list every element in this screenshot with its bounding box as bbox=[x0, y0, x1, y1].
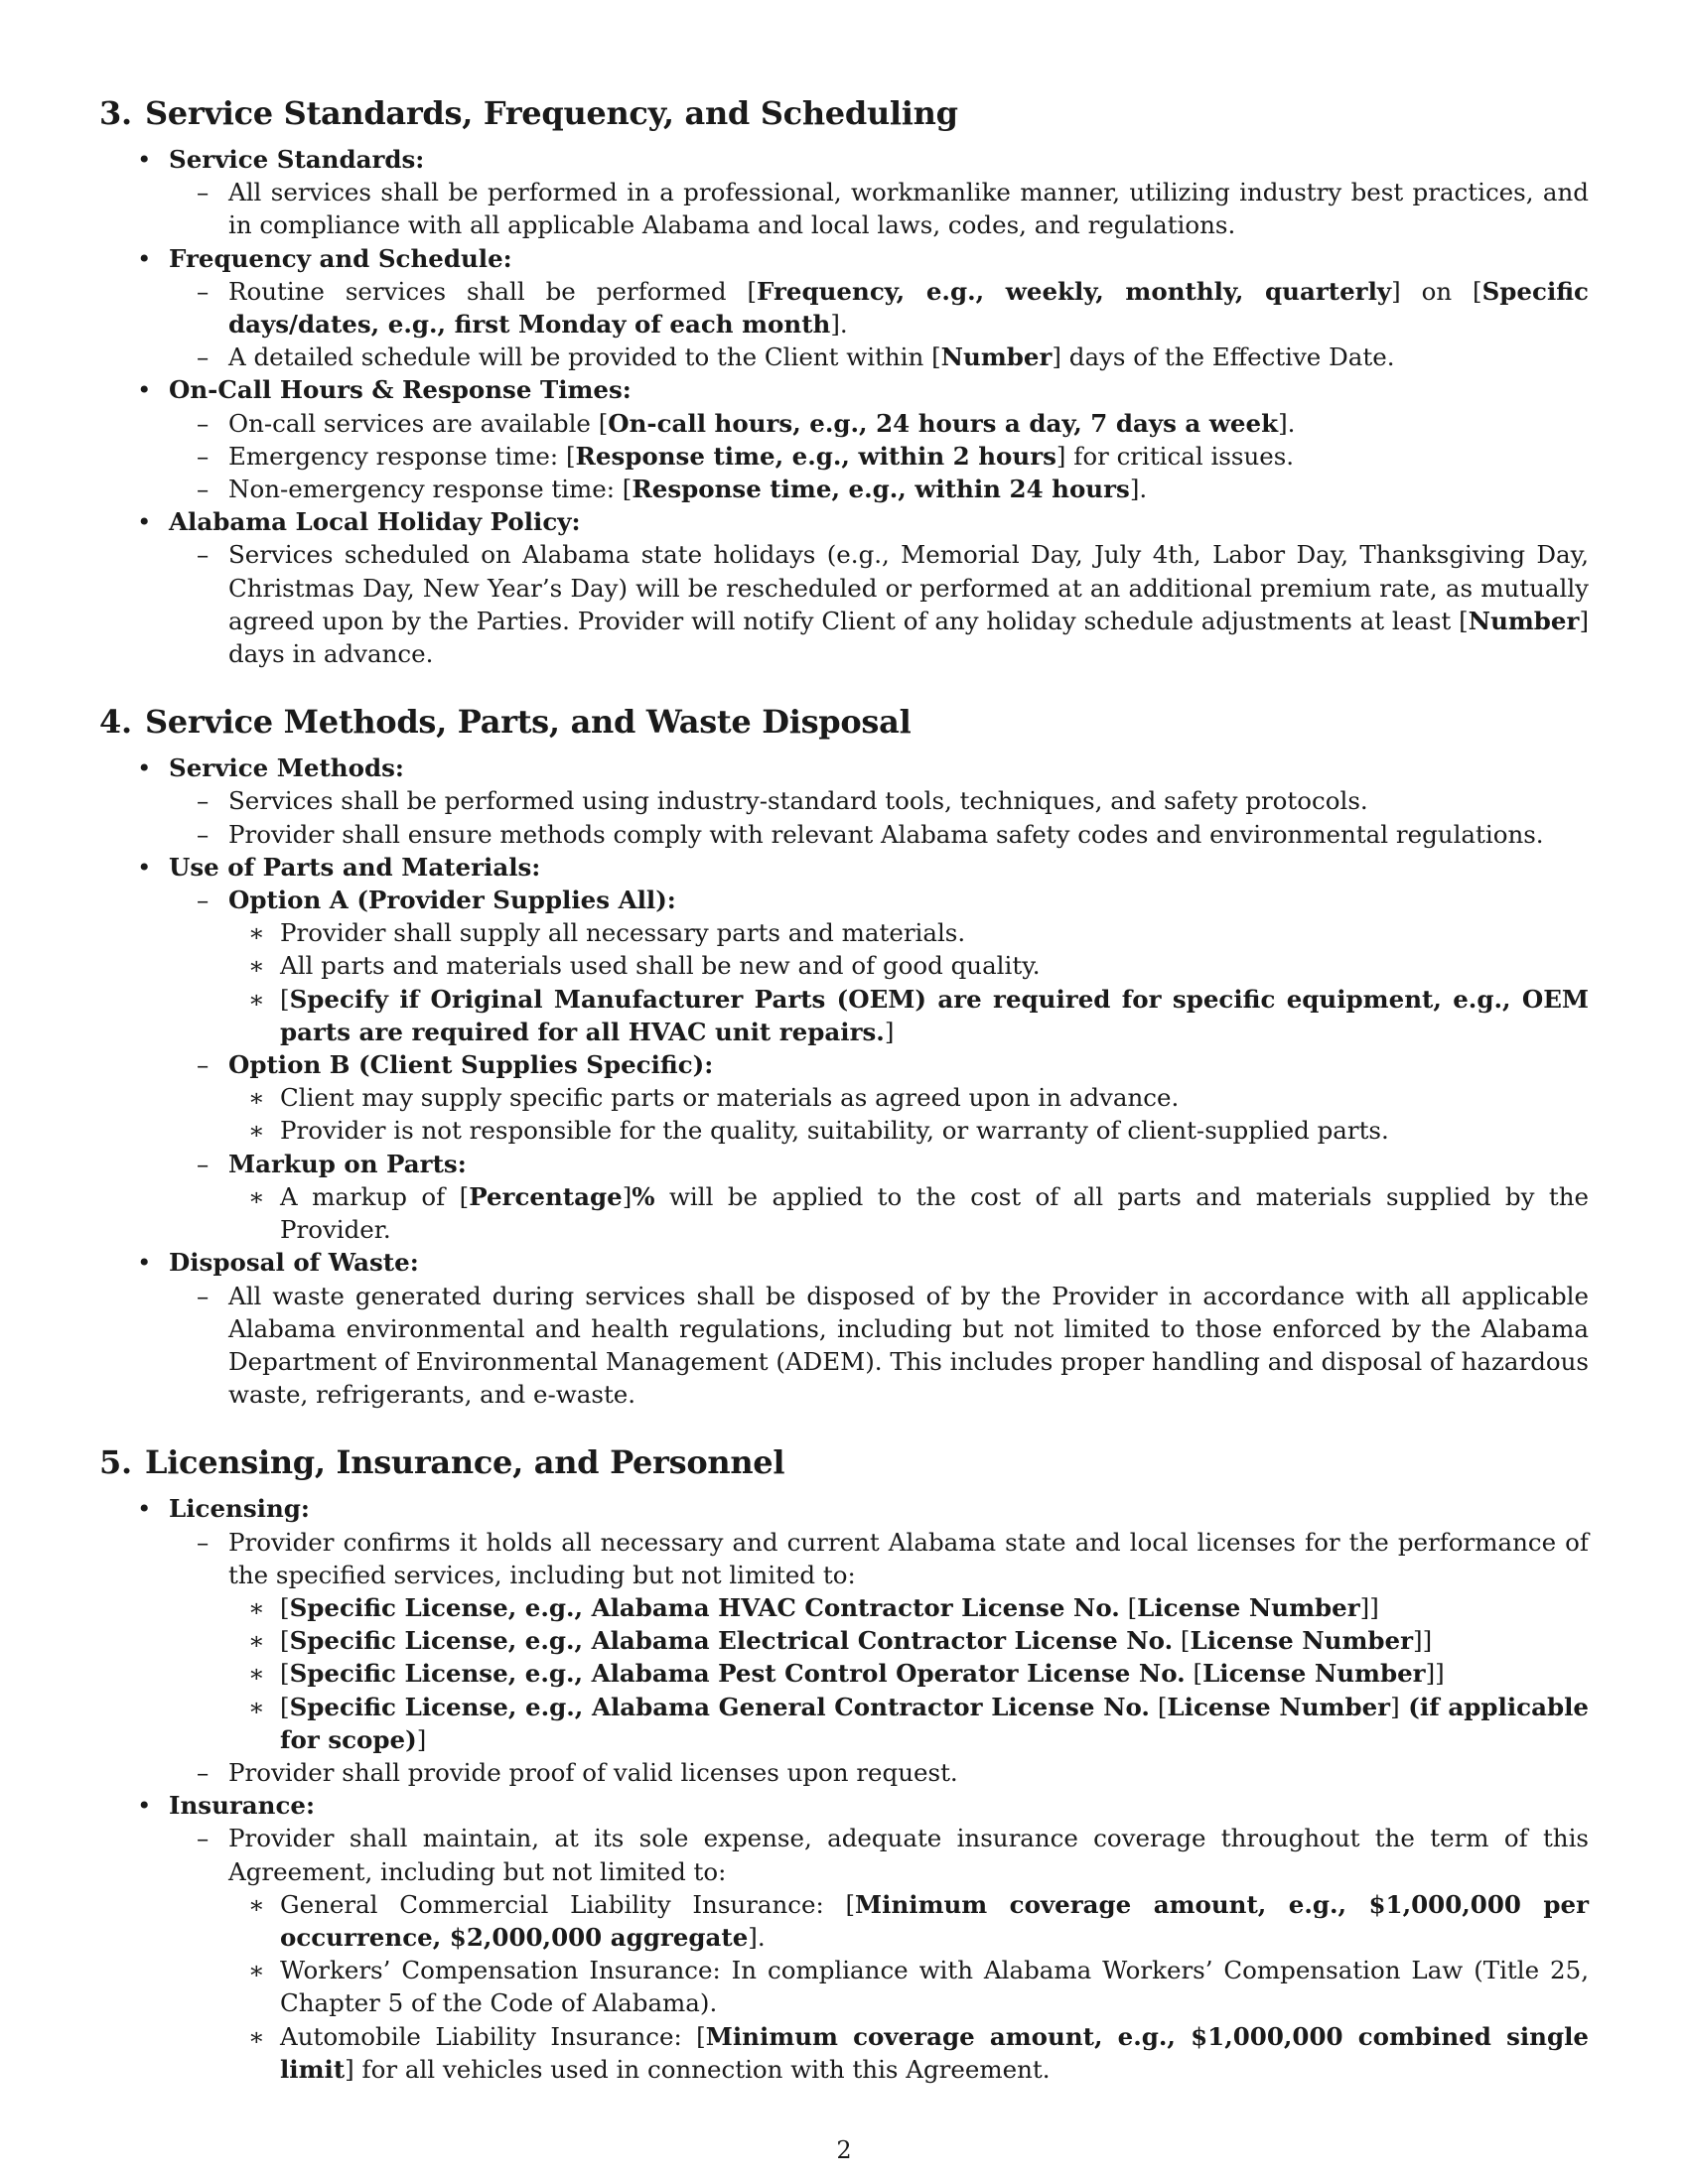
list-item: – Provider shall provide proof of valid licenses upon request. bbox=[169, 1756, 1589, 1789]
list-item: – Provider confirms it holds all necessary and current Alabama state and local licenses for the performance of the specified services, including but not limited to: ∗ [Specific License, e.g., Alabama HVAC Contractor License No. [License Number]] ∗ [Specific License, e.g., Alabama Electrical Contractor License No. [License Number]] ∗ [Specific License, e.g., Alabama Pest Control Operator License No. [License Number]] ∗ [Specific License, e.g., Alabama General Contractor License No. [License Number] (if applicable for scope)] bbox=[169, 1526, 1589, 1756]
item-label: Insurance: bbox=[169, 1791, 316, 1821]
list-item: ∗ [Specific License, e.g., Alabama HVAC Contractor License No. [License Number]] bbox=[228, 1591, 1589, 1624]
list-item: – Non-emergency response time: [Response time, e.g., within 24 hours]. bbox=[169, 473, 1589, 505]
item-label: Licensing: bbox=[169, 1494, 310, 1524]
list-item: ∗ A markup of [Percentage]% will be applied to the cost of all parts and materials supplied by the Provider. bbox=[228, 1180, 1589, 1246]
list-item: ∗ Provider shall supply all necessary parts and materials. bbox=[228, 916, 1589, 949]
section-5-list bbox=[99, 1492, 1589, 2086]
item-label: Alabama Local Holiday Policy: bbox=[169, 507, 581, 537]
section-3 bbox=[99, 91, 1589, 670]
list-item: – All waste generated during services shall be disposed of by the Provider in accordance with all applicable Alabama environmental and health regulations, including but not limited to those enforced by the Alabama Department of Environmental Management (ADEM). This includes proper handling and disposal of hazardous waste, refrigerants, and e-waste. bbox=[169, 1280, 1589, 1412]
list-item: ∗ Client may supply specific parts or materials as agreed upon in advance. bbox=[228, 1081, 1589, 1114]
section-4 bbox=[99, 700, 1589, 1411]
list-item: – Provider shall maintain, at its sole expense, adequate insurance coverage throughout the term of this Agreement, including but not limited to: ∗ General Commercial Liability Insurance: [Minimum coverage amount, e.g., $1,000,000 per occurrence, $2,000,000 aggregate]. ∗ Workers’ Compensation Insurance: In compliance with Alabama Workers’ Compensation Law (Title 25, Chapter 5 of the Code of Alabama). ∗ Automobile Liability Insurance: [Minimum coverage amount, e.g., $1,000,000 combined single limit] for all vehicles used in connection with this Agreement. bbox=[169, 1822, 1589, 2086]
list-item bbox=[99, 1789, 1589, 2086]
option-label: Option B (Client Supplies Specific): bbox=[228, 1050, 714, 1080]
list-item bbox=[99, 751, 1589, 851]
section-4-heading: 4. Service Methods, Parts, and Waste Disposal bbox=[99, 703, 912, 742]
item-label: On-Call Hours & Response Times: bbox=[169, 375, 632, 405]
list-item bbox=[99, 373, 1589, 505]
item-label: Frequency and Schedule: bbox=[169, 243, 512, 273]
list-item: – All services shall be performed in a professional, workmanlike manner, utilizing industry best practices, and in compliance with all applicable Alabama and local laws, codes, and regulations. bbox=[169, 176, 1589, 241]
item-label: Disposal of Waste: bbox=[169, 1248, 419, 1278]
section-3-list bbox=[99, 143, 1589, 670]
list-item: – Services shall be performed using industry-standard tools, techniques, and safety protocols. bbox=[169, 784, 1589, 817]
list-item: ∗ [Specific License, e.g., Alabama General Contractor License No. [License Number] (if applicable for scope)] bbox=[228, 1691, 1589, 1756]
list-item: ∗ General Commercial Liability Insurance: [Minimum coverage amount, e.g., $1,000,000 per occurrence, $2,000,000 aggregate]. bbox=[228, 1888, 1589, 1954]
section-5-heading: 5. Licensing, Insurance, and Personnel bbox=[99, 1443, 785, 1482]
item-label: Service Standards: bbox=[169, 145, 425, 174]
list-item: ∗ [Specific License, e.g., Alabama Pest Control Operator License No. [License Number]] bbox=[228, 1657, 1589, 1690]
list-item bbox=[169, 884, 1589, 1048]
list-item: ∗ Provider is not responsible for the quality, suitability, or warranty of client-supplied parts. bbox=[228, 1114, 1589, 1147]
section-3-heading: 3. Service Standards, Frequency, and Scheduling bbox=[99, 94, 958, 132]
item-label: Use of Parts and Materials: bbox=[169, 852, 541, 882]
list-item bbox=[99, 1246, 1589, 1411]
list-item: – A detailed schedule will be provided to the Client within [Number] days of the Effective Date. bbox=[169, 341, 1589, 373]
list-item bbox=[169, 1048, 1589, 1148]
document-body bbox=[99, 91, 1589, 2086]
list-item bbox=[99, 1492, 1589, 1789]
list-item: – Routine services shall be performed [Frequency, e.g., weekly, monthly, quarterly] on [Specific days/dates, e.g., first Monday of each month]. bbox=[169, 275, 1589, 341]
list-item bbox=[99, 143, 1589, 242]
list-item: – Emergency response time: [Response time, e.g., within 2 hours] for critical issues. bbox=[169, 440, 1589, 473]
list-item: ∗ [Specify if Original Manufacturer Parts (OEM) are required for specific equipment, e.g., OEM parts are required for all HVAC unit repairs.] bbox=[228, 983, 1589, 1048]
list-item bbox=[99, 851, 1589, 1246]
list-item: ∗ [Specific License, e.g., Alabama Electrical Contractor License No. [License Number]] bbox=[228, 1624, 1589, 1657]
list-item bbox=[99, 505, 1589, 670]
list-item bbox=[169, 1148, 1589, 1247]
list-item: – On-call services are available [On-call hours, e.g., 24 hours a day, 7 days a week]. bbox=[169, 407, 1589, 440]
section-4-list bbox=[99, 751, 1589, 1411]
option-label: Markup on Parts: bbox=[228, 1149, 467, 1178]
list-item: ∗ All parts and materials used shall be new and of good quality. bbox=[228, 949, 1589, 982]
list-item: – Provider shall ensure methods comply with relevant Alabama safety codes and environmental regulations. bbox=[169, 818, 1589, 851]
list-item: ∗ Workers’ Compensation Insurance: In compliance with Alabama Workers’ Compensation Law (Title 25, Chapter 5 of the Code of Alabama). bbox=[228, 1954, 1589, 2019]
list-item bbox=[99, 242, 1589, 374]
page-number: 2 bbox=[836, 2136, 852, 2164]
list-item: ∗ Automobile Liability Insurance: [Minimum coverage amount, e.g., $1,000,000 combined single limit] for all vehicles used in connection with this Agreement. bbox=[228, 2020, 1589, 2086]
section-5 bbox=[99, 1440, 1589, 2086]
item-label: Service Methods: bbox=[169, 753, 404, 783]
list-item: – Services scheduled on Alabama state holidays (e.g., Memorial Day, July 4th, Labor Day, Thanksgiving Day, Christmas Day, New Year’s Day) will be rescheduled or performed at an additional premium rate, as mutually agreed upon by the Parties. Provider will notify Client of any holiday schedule adjustments at least [Number] days in advance. bbox=[169, 538, 1589, 670]
option-label: Option A (Provider Supplies All): bbox=[228, 886, 676, 915]
